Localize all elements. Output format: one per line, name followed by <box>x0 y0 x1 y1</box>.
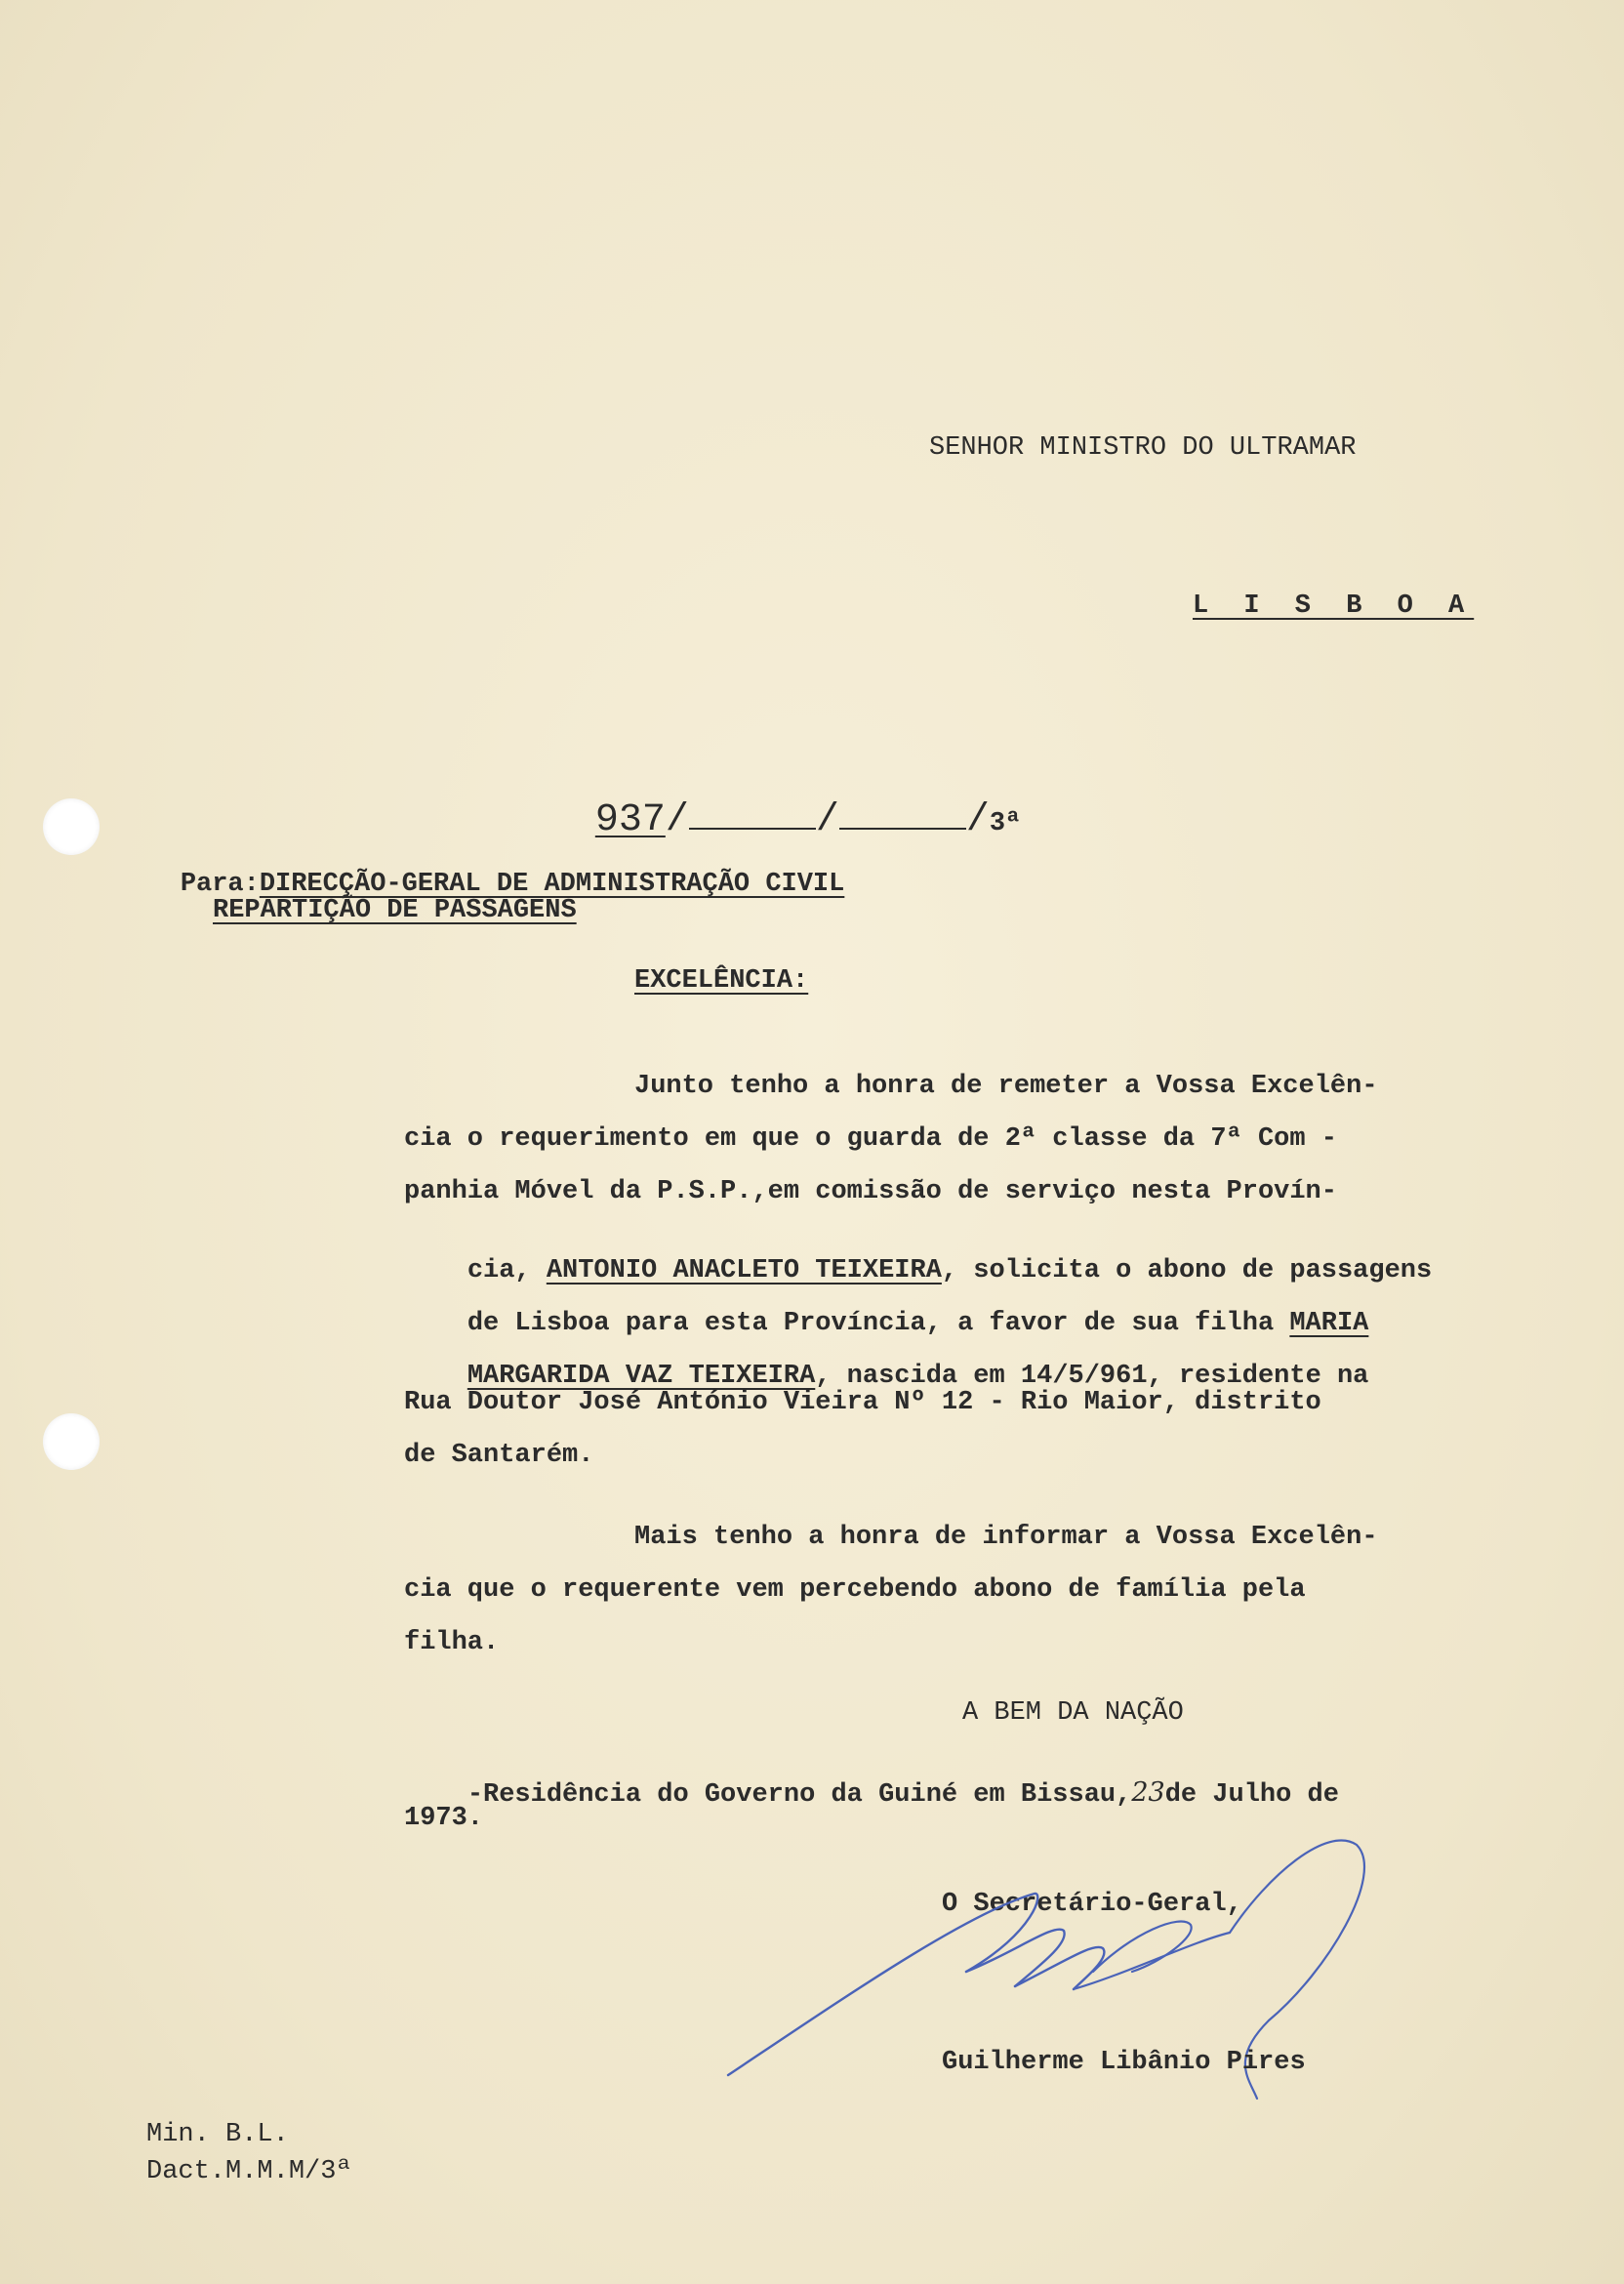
footer-line-1: Min. B.L. <box>146 2120 289 2149</box>
paragraph1-line5: de Lisboa para esta Província, a favor de sua filha MARIA <box>467 1309 1369 1338</box>
paragraph1-line7: Rua Doutor José António Vieira Nº 12 - Rio Maior, distrito <box>404 1388 1321 1417</box>
recipient-label: Para: <box>180 870 260 899</box>
recipient-department: DIRECÇÃO-GERAL DE ADMINISTRAÇÃO CIVIL <box>259 870 845 899</box>
requester-name: ANTONIO ANACLETO TEIXEIRA <box>546 1256 942 1285</box>
punch-hole-bottom <box>43 1413 100 1470</box>
closing-day: 23 <box>1131 1777 1165 1808</box>
recipient-section: REPARTIÇÃO DE PASSAGENS <box>213 896 577 925</box>
closing-year: 1973. <box>404 1804 484 1833</box>
paragraph1-line3: panhia Móvel da P.S.P.,em comissão de serviço nesta Provín- <box>404 1177 1337 1206</box>
paragraph2-line2: cia que o requerente vem percebendo abono de família pela <box>404 1575 1306 1605</box>
daughter-first-name: MARIA <box>1289 1309 1369 1338</box>
paragraph1-line1: Junto tenho a honra de remeter a Vossa Excelên- <box>634 1072 1378 1101</box>
closing-place-date: -Residência do Governo da Guiné em Bissau,23de Julho de <box>467 1777 1339 1810</box>
paragraph1-line6: MARGARIDA VAZ TEIXEIRA, nascida em 14/5/961, residente na <box>467 1362 1369 1391</box>
paragraph1-line8: de Santarém. <box>404 1441 594 1470</box>
reference-series: 3ª <box>989 809 1022 838</box>
paragraph2-line1: Mais tenho a honra de informar a Vossa Excelên- <box>634 1523 1378 1552</box>
daughter-surnames: MARGARIDA VAZ TEIXEIRA <box>467 1362 816 1391</box>
signer-role: O Secretário-Geral, <box>942 1890 1242 1919</box>
paragraph2-line3: filha. <box>404 1628 500 1657</box>
addressee-city: L I S B O A <box>1193 591 1475 621</box>
paragraph1-line4: cia, ANTONIO ANACLETO TEIXEIRA, solicita o abono de passagens <box>467 1256 1433 1285</box>
footer-line-2: Dact.M.M.M/3ª <box>146 2157 352 2186</box>
signer-name: Guilherme Libânio Pires <box>942 2048 1306 2077</box>
reference-number-line: 937/ / /3ª <box>594 798 1022 842</box>
paragraph1-line2: cia o requerimento em que o guarda de 2ª classe da 7ª Com - <box>404 1124 1337 1154</box>
closing-motto: A BEM DA NAÇÃO <box>962 1698 1184 1728</box>
addressee-title: SENHOR MINISTRO DO ULTRAMAR <box>929 433 1357 463</box>
punch-hole-top <box>43 798 100 855</box>
reference-number: 937 <box>594 798 666 842</box>
salutation: EXCELÊNCIA: <box>634 966 809 996</box>
